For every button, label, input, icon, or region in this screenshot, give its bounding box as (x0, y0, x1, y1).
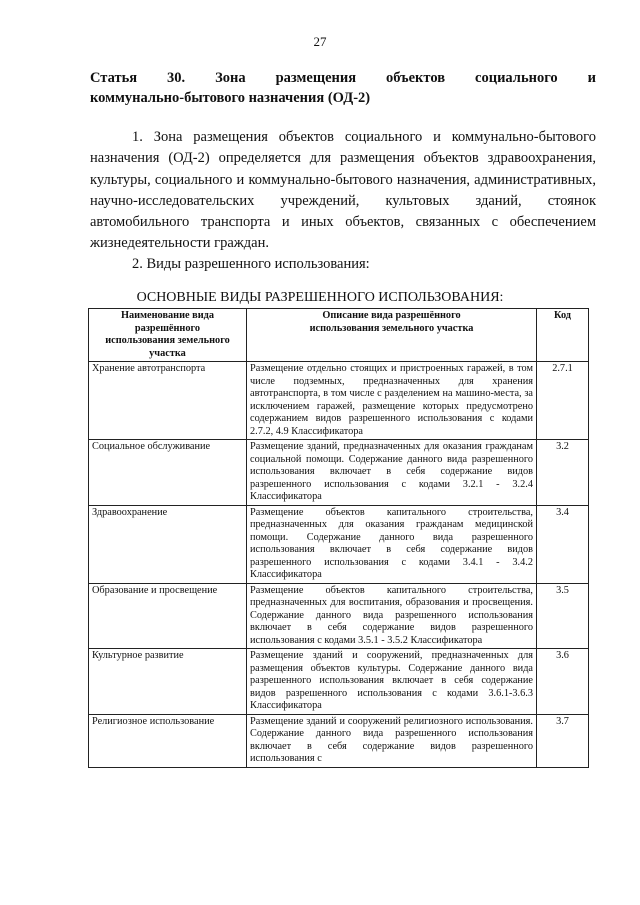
table-row (89, 362, 589, 440)
cell-description: Размещение объектов капитального строительства, предназначенных для воспитания, образования и просвещения. Содержание данного вида разрешенного использования включает в себя содержание видов разрешенного использования с кодами 3.5.1 - 3.5.2 Классификатора (247, 583, 537, 649)
paragraph-zone-purpose: 1. Зона размещения объектов социального и коммунально-бытового назначения (ОД-2) определяется для размещения объектов здравоохранения, культуры, социального и коммунально-бытового назначения, административных, научно-исследовательских учреждений, культовых зданий, стоянок автомобильного транспорта и иных объектов, связанных с обеспечением жизнедеятельности граждан. (90, 129, 596, 252)
table-row (89, 505, 589, 583)
heading-word: размещения (275, 70, 357, 86)
cell-code: 3.7 (537, 714, 589, 767)
heading-word: Статья (90, 70, 138, 86)
cell-code: 3.5 (537, 583, 589, 649)
table-header-row (89, 309, 589, 362)
page-number: 27 (313, 34, 327, 49)
table-title: ОСНОВНЫЕ ВИДЫ РАЗРЕШЕННОГО ИСПОЛЬЗОВАНИЯ: (136, 290, 504, 305)
cell-description: Размещение зданий и сооружений, предназначенных для размещения объектов культуры. Содержание данного вида разрешенного использования включает в себя содержание видов разрешенного использования с кодами 3.6.1-3.6.3 Классификатора (247, 649, 537, 715)
table-row (89, 440, 589, 506)
header-code: Код (537, 309, 589, 362)
cell-name: Здравоохранение (89, 505, 247, 583)
header-name: Наименование вида разрешённого использования земельного участка (89, 309, 247, 362)
heading-word: социального (475, 70, 558, 86)
heading-word: 30. (167, 70, 186, 86)
cell-code: 3.2 (537, 440, 589, 506)
cell-description: Размещение отдельно стоящих и пристроенных гаражей, в том числе подземных, предназначенных для хранения автотранспорта, в том числе с разделением на машино-места, за исключением гаражей, размещение которых предусмотрено содержанием видов разрешенного использования с кодами 2.7.2, 4.9 Классификатора (247, 362, 537, 440)
cell-name: Хранение автотранспорта (89, 362, 247, 440)
article-heading (90, 68, 596, 108)
table-row (89, 649, 589, 715)
permitted-uses-table (88, 308, 589, 768)
cell-description: Размещение зданий, предназначенных для оказания гражданам социальной помощи. Содержание данного вида разрешенного использования включает в себя содержание видов разрешенного использования с кодами 3.2.1 - 3.2.4 Классификатора (247, 440, 537, 506)
cell-name: Религиозное использование (89, 714, 247, 767)
cell-code: 3.6 (537, 649, 589, 715)
heading-word: и (587, 70, 596, 86)
cell-description: Размещение зданий и сооружений религиозного использования. Содержание данного вида разрешенного использования включает в себя содержание видов разрешенного использования с (247, 714, 537, 767)
heading-line-2: коммунально-бытового назначения (ОД-2) (90, 90, 371, 106)
paragraph-permitted-uses: 2. Виды разрешенного использования: (132, 256, 370, 272)
cell-name: Образование и просвещение (89, 583, 247, 649)
cell-code: 3.4 (537, 505, 589, 583)
header-description: Описание вида разрешённого использования земельного участка (247, 309, 537, 362)
heading-line-1 (90, 68, 596, 88)
table-row (89, 583, 589, 649)
heading-word: объектов (386, 70, 446, 86)
table-row (89, 714, 589, 767)
cell-description: Размещение объектов капитального строительства, предназначенных для оказания гражданам медицинской помощи. Содержание данного вида разрешенного использования включает в себя содержание видов разрешенного использования с кодами 3.4.1 - 3.4.2 Классификатора (247, 505, 537, 583)
cell-name: Социальное обслуживание (89, 440, 247, 506)
heading-word: Зона (215, 70, 246, 86)
cell-name: Культурное развитие (89, 649, 247, 715)
cell-code: 2.7.1 (537, 362, 589, 440)
